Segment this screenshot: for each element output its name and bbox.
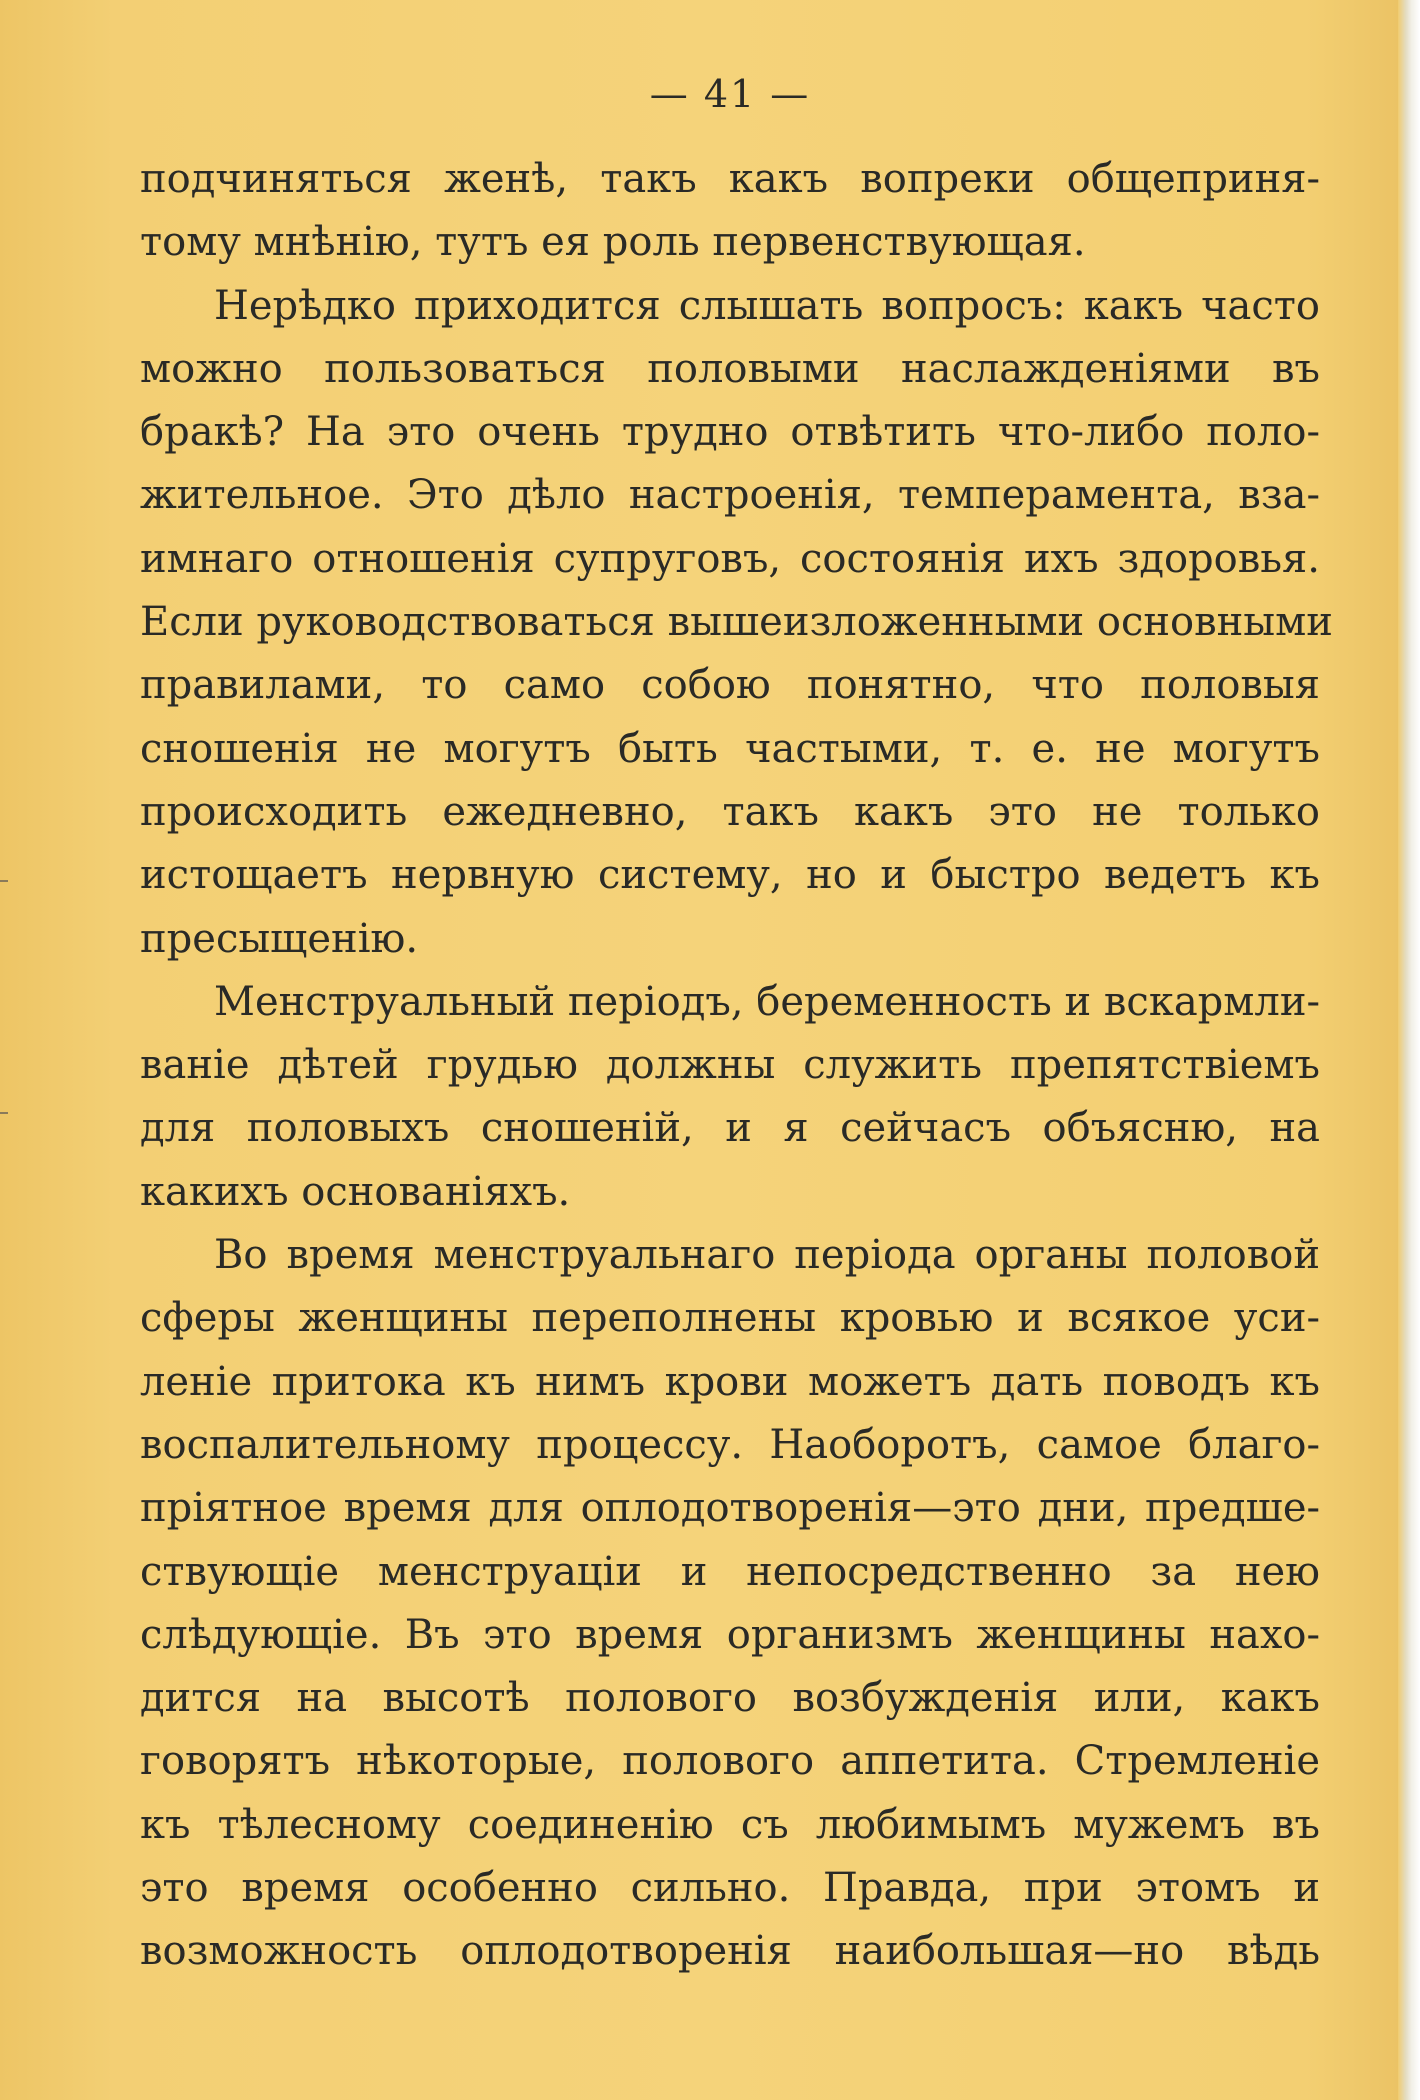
body-text <box>140 148 1333 1984</box>
text-line: правилами, то само собою понятно, что половыя <box>140 662 1320 709</box>
text-line: имнаго отношенія супруговъ, состоянія ихъ здоровья. <box>140 535 1320 582</box>
text-line: пріятное время для оплодотворенія—это дни, предше- <box>140 1485 1320 1532</box>
margin-mark <box>0 1112 8 1114</box>
text-line: къ тѣлесному соединенію съ любимымъ мужемъ въ <box>140 1801 1320 1848</box>
text-line: дится на высотѣ полового возбужденія или, какъ <box>140 1675 1320 1722</box>
margin-mark <box>0 880 8 882</box>
text-line: Если руководствоваться вышеизложенными основными <box>140 599 1333 646</box>
text-line: для половыхъ сношеній, и я сейчасъ объясню, на <box>140 1105 1320 1152</box>
text-line: сферы женщины переполнены кровью и всякое уси- <box>140 1295 1320 1342</box>
text-line: какихъ основаніяхъ. <box>140 1168 571 1215</box>
text-line: Нерѣдко приходится слышать вопросъ: какъ часто <box>214 282 1320 329</box>
page-edge <box>1398 0 1420 2100</box>
text-line: бракѣ? На это очень трудно отвѣтить что-либо поло- <box>140 409 1320 456</box>
text-line: Менструальный періодъ, беременность и вскармли- <box>214 978 1320 1025</box>
text-line: говорятъ нѣкоторые, полового аппетита. Стремленіе <box>140 1738 1320 1785</box>
text-line: тому мнѣнію, тутъ ея роль первенствующая. <box>140 219 1086 266</box>
text-line: Во время менструальнаго періода органы половой <box>214 1232 1320 1279</box>
text-line: ваніе дѣтей грудью должны служить препятствіемъ <box>140 1042 1320 1089</box>
text-line: возможность оплодотворенія наибольшая—но вѣдь <box>140 1928 1320 1975</box>
text-line: леніе притока къ нимъ крови можетъ дать поводъ къ <box>140 1358 1320 1405</box>
text-line: подчиняться женѣ, такъ какъ вопреки общеприня- <box>140 156 1320 202</box>
text-line: ствующіе менструаціи и непосредственно за нею <box>140 1548 1320 1595</box>
page-number: — 41 — <box>649 72 811 116</box>
text-line: слѣдующіе. Въ это время организмъ женщины нахо- <box>140 1611 1320 1658</box>
text-line: это время особенно сильно. Правда, при этомъ и <box>140 1865 1320 1912</box>
text-line: истощаетъ нервную систему, но и быстро ведетъ къ <box>140 852 1320 899</box>
text-line: сношенія не могутъ быть частыми, т. е. не могутъ <box>140 725 1320 772</box>
text-line: можно пользоваться половыми наслажденіями въ <box>140 345 1320 392</box>
text-line: пресыщенію. <box>140 915 419 962</box>
text-line: происходить ежедневно, такъ какъ это не только <box>140 788 1320 835</box>
text-line: жительное. Это дѣло настроенія, темперамента, вза- <box>140 472 1320 519</box>
text-line: воспалительному процессу. Наоборотъ, самое благо- <box>140 1421 1320 1468</box>
